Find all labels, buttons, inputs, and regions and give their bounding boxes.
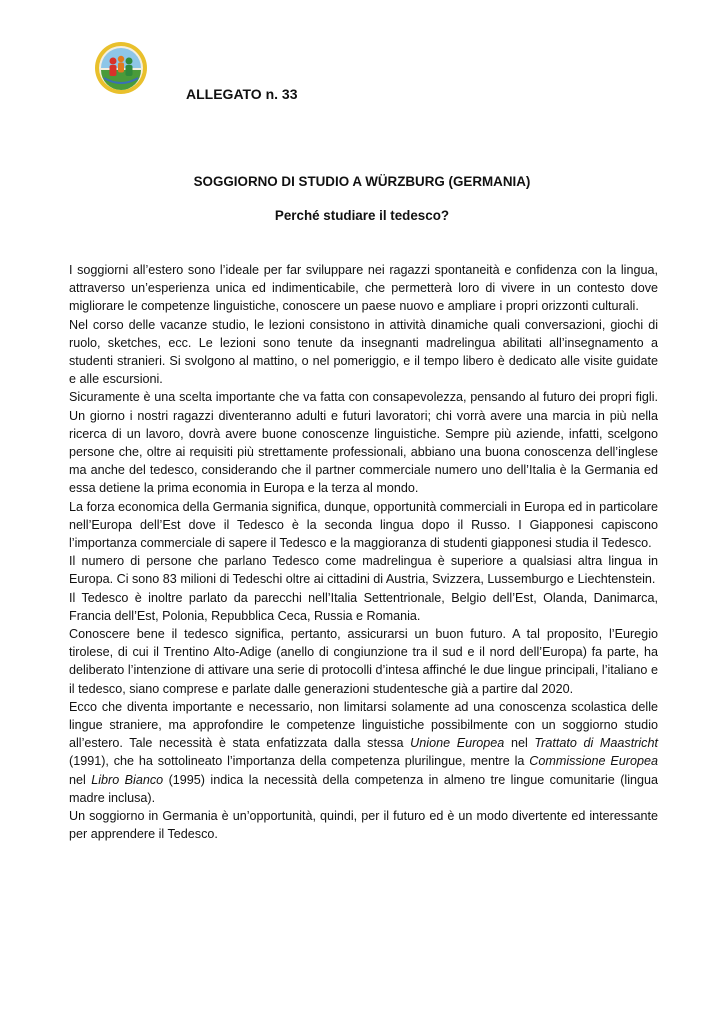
paragraph-7: Conoscere bene il tedesco significa, pertanto, assicurarsi un buon futuro. A tal proposito, l’Euregio tirolese, di cui il Trentino Alto-Adige (anello di congiunzione tra il sud e il nord dell’Europa) fa parte, ha deliberato l’intenzione di attivare una serie di protocolli d’intesa affinché le due lingue principali, l’italiano e il tedesco, siano comprese e parlate dalle generazioni studentesche già a partire dal 2020. bbox=[69, 627, 658, 696]
paragraph-8-text-e: (1995) indica la necessità della competenza in almeno tre lingue comunitarie (lingua madre inclusa). bbox=[69, 772, 659, 805]
paragraph-8-text-b: nel bbox=[504, 736, 535, 751]
paragraph-5: Il numero di persone che parlano Tedesco come madrelingua è superiore a qualsiasi altra lingua in Europa. Ci sono 83 milioni di Tedeschi oltre ai cittadini di Austria, Svizzera, Lussemburgo e Liechtenstein. bbox=[69, 554, 658, 587]
paragraph-8-emphasis-2: Trattato di Maastricht bbox=[534, 736, 658, 751]
paragraph-9: Un soggiorno in Germania è un’opportunità, quindi, per il futuro ed è un modo divertente ed interessante per apprendere il Tedesco. bbox=[69, 809, 658, 842]
allegato-label: ALLEGATO n. 33 bbox=[186, 86, 298, 102]
paragraph-6: Il Tedesco è inoltre parlato da parecchi nell’Italia Settentrionale, Belgio dell’Est, Olanda, Danimarca, Francia dell’Est, Polonia, Repubblica Ceca, Russia e Romania. bbox=[69, 590, 658, 623]
paragraph-8 bbox=[69, 698, 658, 807]
paragraph-3: Sicuramente è una scelta importante che va fatta con consapevolezza, pensando al futuro dei propri figli. Un giorno i nostri ragazzi diventeranno adulti e futuri lavoratori; chi vorrà avere una marcia in più nella ricerca di un lavoro, dovrà avere buone conoscenze linguistiche. Sempre più aziende, infatti, scelgono persone che, oltre ai requisiti più strettamente professionali, abbiano una buona conoscenza dell’inglese ma anche del tedesco, considerando che il partner commerciale numero uno dell’Italia è la Germania ed essa detiene la prima economia in Europa e la terza al mondo. bbox=[69, 390, 658, 496]
school-logo-icon bbox=[94, 40, 148, 96]
document-subtitle: Perché studiare il tedesco? bbox=[274, 208, 450, 223]
document-title: SOGGIORNO DI STUDIO A WÜRZBURG (GERMANIA) bbox=[193, 174, 531, 189]
paragraph-2: Nel corso delle vacanze studio, le lezioni consistono in attività dinamiche quali conversazioni, giochi di ruolo, sketches, ecc. Le lezioni sono tenute da insegnanti madrelingua abilitati all’insegnamento a studenti stranieri. Si svolgono al mattino, o nel pomeriggio, e il tempo libero è dedicato alle visite guidate e alle escursioni. bbox=[69, 317, 658, 387]
paragraph-8-text-a: Ecco che diventa importante e necessario, non limitarsi solamente ad una conoscenza scolastica delle lingue straniere, ma approfondire le competenze linguistiche possibilmente con un soggiorno studio all’estero. Tale necessità è stata enfatizzata dalla stessa bbox=[69, 699, 658, 751]
paragraph-1: I soggiorni all’estero sono l’ideale per far sviluppare nei ragazzi spontaneità e confidenza con la lingua, attraverso un’esperienza unica ed indimenticabile, che permetterà loro di vivere in un contesto dove migliorare le competenze linguistiche, conoscere un paese nuovo e ampliare i propri orizzonti culturali. bbox=[69, 263, 658, 314]
paragraph-8-emphasis-3: Commissione Europea bbox=[529, 754, 658, 769]
paragraph-8-text-d: nel bbox=[69, 772, 92, 787]
school-logo bbox=[94, 40, 148, 96]
paragraph-8-emphasis-1: Unione Europea bbox=[410, 736, 505, 751]
paragraph-8-emphasis-4: Libro Bianco bbox=[91, 772, 164, 787]
paragraph-8-text-c: (1991), che ha sottolineato l’importanza della competenza plurilingue, mentre la bbox=[69, 754, 530, 769]
body-text bbox=[69, 261, 658, 844]
paragraph-4: La forza economica della Germania significa, dunque, opportunità commerciali in Europa ed in particolare nell’Europa dell’Est dove il Tedesco è la seconda lingua dopo il Russo. I Giapponesi capiscono l’importanza commerciale di sapere il Tedesco e la maggioranza di studenti giapponesi studia il Tedesco. bbox=[69, 499, 658, 551]
